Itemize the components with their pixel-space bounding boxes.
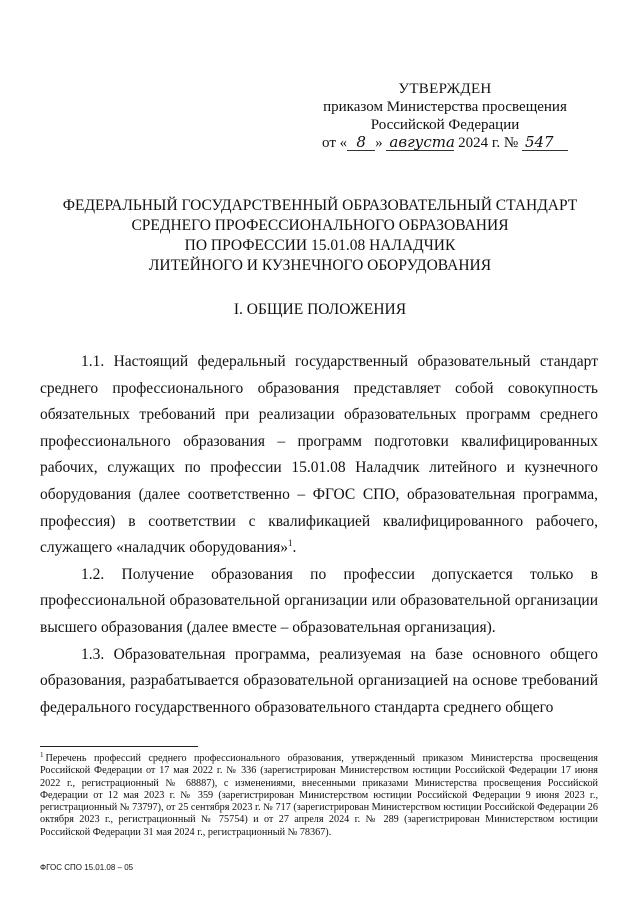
footnote-reference: 1 — [288, 538, 293, 548]
footnote-mark: 1 — [40, 750, 44, 759]
handwritten-order-number: 547 — [522, 134, 568, 151]
approval-block — [300, 80, 590, 152]
date-mid: » — [375, 135, 383, 151]
title-line-4: ЛИТЕЙНОГО И КУЗНЕЧНОГО ОБОРУДОВАНИЯ — [148, 257, 492, 274]
paragraph-1-2: 1.2. Получение образования по профессии допускается только в профессиональной образовательной организации или образовательной организации высшего образования (далее вместе – образовательная организация). — [40, 565, 598, 636]
body-text — [40, 349, 598, 721]
title-line-3: ПО ПРОФЕССИИ 15.01.08 НАЛАДЧИК — [184, 237, 456, 254]
year-text: 2024 г. № — [458, 135, 519, 151]
standard-title — [40, 196, 600, 276]
approval-ministry: приказом Министерства просвещения — [323, 99, 567, 115]
approval-date-line — [300, 134, 590, 152]
section-heading: I. ОБЩИЕ ПОЛОЖЕНИЯ — [233, 301, 407, 318]
handwritten-month: августа — [386, 134, 454, 151]
paragraph-1-3: 1.3. Образовательная программа, реализуемая на базе основного общего образования, разрабатывается образовательной организацией на основе требований федерального государственного образовательного стандарта среднего общего — [40, 645, 598, 716]
approval-federation: Российской Федерации — [370, 117, 520, 133]
footer-document-code: ФГОС СПО 15.01.08 – 05 — [40, 863, 134, 872]
paragraph-1-1-end: . — [292, 539, 297, 557]
paragraph-1-1-text: 1.1. Настоящий федеральный государственный образовательный стандарт среднего профессионального образования представляет собой совокупность обязательных требований при реализации образовательных программ среднего профессионального образования – программ подготовки квалифицированных рабочих, служащих по профессии 15.01.08 Наладчик литейного и кузнечного оборудования (далее соответственно – ФГОС СПО, образовательная программа, профессия) в соответствии с квалификацией квалифицированного рабочего, служащего «наладчик оборудования» — [40, 353, 598, 557]
date-prefix: от « — [322, 135, 348, 151]
approval-stamp: УТВЕРЖДЕН — [398, 81, 492, 97]
title-line-1: ФЕДЕРАЛЬНЫЙ ГОСУДАРСТВЕННЫЙ ОБРАЗОВАТЕЛЬНЫЙ СТАНДАРТ — [62, 197, 578, 214]
handwritten-day: 8 — [347, 134, 375, 151]
footnote-divider — [40, 746, 198, 747]
footnote-text: Перечень профессий среднего профессионального образования, утвержденный приказом Министерства просвещения Российской Федерации от 17 мая 2022 г. № 336 (зарегистрирован Министерством юстиции Российской Федерации 17 июня 2022 г., регистрационный № 68887), с изменениями, внесенными приказами Министерства просвещения Российской Федерации от 12 мая 2023 г. № 359 (зарегистрирован Министерством юстиции Российской Федерации 9 июня 2023 г., регистрационный № 73797), от 25 сентября 2023 г. № 717 (зарегистрирован Министерством юстиции Российской Федерации 26 октября 2023 г., регистрационный № 75754) и от 27 апреля 2024 г. № 289 (зарегистрирован Министерством юстиции Российской Федерации 31 мая 2024 г., регистрационный № 78367). — [40, 753, 598, 838]
title-line-2: СРЕДНЕГО ПРОФЕССИОНАЛЬНОГО ОБРАЗОВАНИЯ — [131, 217, 509, 234]
footnote — [40, 750, 598, 839]
paragraph-1-1 — [40, 349, 598, 562]
